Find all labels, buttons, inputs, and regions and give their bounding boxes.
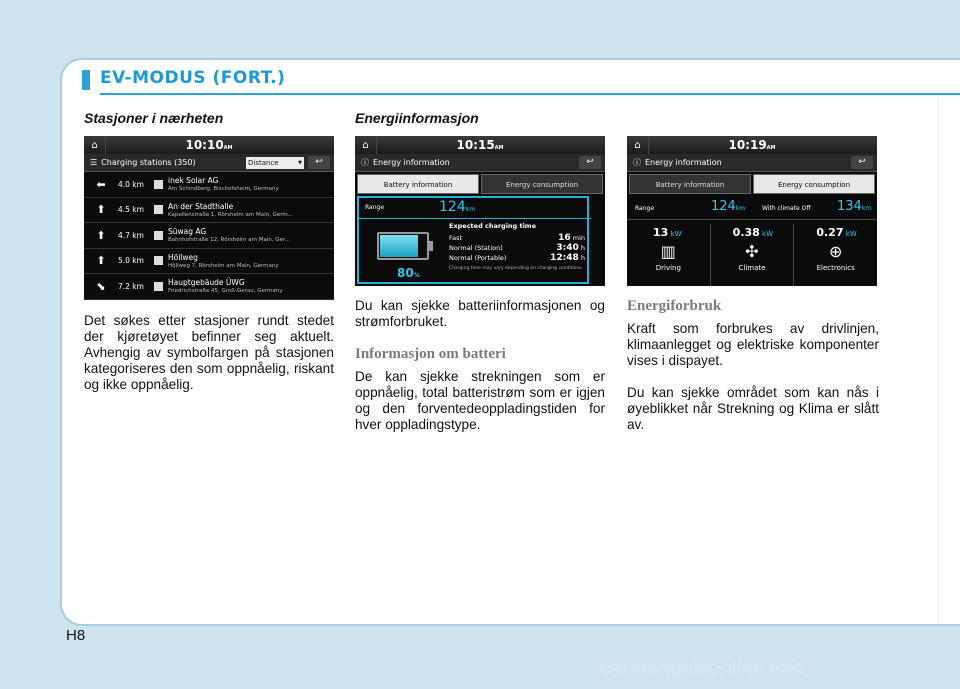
home-icon[interactable]: ⌂ — [355, 136, 377, 154]
tab-bar — [627, 172, 877, 194]
margin-rule — [938, 96, 939, 624]
clock: 10:10AM — [185, 138, 233, 152]
battery-panel — [357, 196, 589, 284]
station-distance: 5.0 km — [118, 256, 144, 266]
expected-charging-box — [449, 222, 585, 272]
station-row[interactable] — [84, 172, 334, 198]
charging-stations-screen — [84, 136, 334, 300]
screen-heading: ⓘ Energy information ↩ — [627, 154, 877, 172]
climate-off-label: With climate Off — [762, 205, 811, 212]
section-title: Stasjoner i nærheten — [84, 110, 224, 126]
subsection-title: Energiforbruk — [627, 298, 722, 314]
column-energy-consumption — [627, 136, 879, 433]
station-address: Höllweg 7, Rörsheim am Main, Germany — [168, 262, 279, 269]
station-name: inek Solar AG — [168, 176, 219, 186]
body-text: Du kan sjekke området som kan nås i øyeblikket når Strekning og Klima er slått av. — [627, 385, 879, 432]
tab-energy-consumption[interactable]: Energy consumption — [481, 174, 603, 194]
charger-icon — [154, 180, 163, 189]
climate-off-value: 134km — [837, 199, 872, 214]
station-info — [168, 202, 293, 218]
station-info — [168, 227, 290, 243]
portable-row: Normal (Portable) 12:48 h — [449, 253, 585, 263]
charging-note: Charging time may vary depending on charging conditions. — [449, 266, 584, 271]
back-button[interactable]: ↩ — [308, 156, 330, 169]
sort-dropdown[interactable]: Distance ▼ — [248, 159, 302, 167]
cell-electronics: 0.27 kW ⊕ Electronics — [794, 224, 877, 286]
body-text: Kraft som forbrukes av drivlinjen, klimaanlegget og elektriske komponenter vises i dispayet. — [627, 321, 879, 368]
fast-row: Fast 16 min — [449, 233, 585, 243]
cell-driving: 13 kW ▥ Driving — [627, 224, 711, 286]
consumption-cells — [627, 224, 877, 286]
clock: 10:19AM — [728, 138, 776, 152]
battery-terminal — [429, 241, 433, 251]
fan-icon: ✣ — [745, 242, 759, 261]
station-list — [84, 172, 334, 300]
panel-divider — [359, 218, 591, 219]
station-distance: 4.5 km — [118, 205, 144, 215]
cell-climate: 0.38 kW ✣ Climate — [711, 224, 795, 286]
battery-info-screen — [355, 136, 605, 286]
range-label: Range — [635, 205, 655, 212]
info-icon: ⓘ — [361, 158, 369, 167]
direction-arrow-icon: ⬆ — [96, 203, 106, 217]
station-row[interactable] — [84, 223, 334, 249]
screen-heading: ⓘ Energy information ↩ — [355, 154, 605, 172]
body-text: Du kan sjekke batteriinformasjonen og strømforbruket. — [355, 298, 605, 329]
column-energy-info — [355, 110, 605, 433]
range-label: Range — [365, 204, 385, 211]
back-button[interactable]: ↩ — [579, 156, 601, 169]
direction-arrow-icon: ⬆ — [96, 228, 106, 242]
range-value: 124km — [711, 199, 746, 214]
clock: 10:15AM — [456, 138, 504, 152]
station-address: Friedrichstraße 45, Groß-Gerau, Germany — [168, 288, 283, 295]
back-button[interactable]: ↩ — [851, 156, 873, 169]
range-row — [627, 196, 877, 220]
watermark: carmanualsonline.info — [600, 657, 805, 680]
charge-percent: 80% — [397, 266, 420, 280]
charger-icon — [154, 231, 163, 240]
header-title: EV-MODUS (FORT.) — [100, 68, 286, 88]
station-address: Am Schindberg, Bischofsheim, Germany — [168, 186, 279, 193]
status-bar — [355, 136, 605, 154]
station-address: Kapellenstraße 1, Rörsheim am Main, Germ... — [168, 211, 294, 218]
station-row[interactable] — [84, 198, 334, 224]
station-distance: 7.2 km — [118, 281, 144, 291]
home-icon[interactable]: ⌂ — [627, 136, 649, 154]
station-info — [168, 278, 283, 294]
info-icon: ⓘ — [633, 158, 641, 167]
subsection-title: Informasjon om batteri — [355, 346, 506, 362]
tab-bar — [355, 172, 605, 194]
tab-battery-information[interactable]: Battery information — [357, 174, 479, 194]
station-name: An der Stadthalle — [168, 201, 234, 211]
column-nearby-stations — [84, 110, 334, 393]
status-bar — [84, 136, 334, 154]
list-icon: ☰ — [90, 158, 98, 167]
section-title: Energiinformasjon — [355, 110, 479, 126]
station-row: Normal (Station) 3:40 h — [449, 243, 585, 253]
body-text: De kan sjekke strekningen som er oppnåelig, total batteristrøm som er igjen og den forventedeoppladingstiden for hver oppladingstype. — [355, 369, 605, 432]
station-distance: 4.7 km — [118, 230, 144, 240]
battery-fill — [380, 235, 418, 257]
chevron-down-icon: ▼ — [298, 160, 302, 166]
station-info — [168, 176, 279, 192]
status-bar — [627, 136, 877, 154]
screen-heading: ☰ Charging stations (350) Distance ▼ ↩ — [84, 154, 334, 172]
ect-title: Expected charging time — [449, 222, 536, 230]
station-distance: 4.0 km — [118, 179, 144, 189]
charger-icon — [154, 205, 163, 214]
station-name: Süwag AG — [168, 227, 207, 237]
direction-arrow-icon: ⬆ — [96, 254, 106, 268]
range-value: 124km — [439, 199, 476, 215]
station-row[interactable] — [84, 249, 334, 275]
battery-icon — [377, 232, 429, 260]
station-name: Höllweg — [168, 252, 198, 262]
electronics-icon: ⊕ — [828, 242, 843, 261]
direction-arrow-icon: ⬅ — [96, 177, 106, 191]
home-icon[interactable]: ⌂ — [84, 136, 106, 154]
station-name: Hauptgebäude ÜWG — [168, 278, 245, 288]
station-row[interactable] — [84, 274, 334, 300]
direction-arrow-icon: ⬊ — [96, 279, 106, 293]
motor-icon: ▥ — [660, 242, 676, 261]
body-text: Det søkes etter stasjoner rundt stedet der kjøretøyet befinner seg aktuelt. Avhengig av symbolfargen på stasjonen kategoriseres den som oppnåelig, riskant og ikke oppnåelig. — [84, 313, 334, 392]
page-number: H8 — [66, 627, 86, 644]
header-rule — [100, 93, 960, 95]
station-info — [168, 253, 279, 269]
tab-battery-information[interactable]: Battery information — [629, 174, 751, 194]
energy-consumption-screen — [627, 136, 877, 286]
charger-icon — [154, 256, 163, 265]
station-address: Bahnhofstraße 12, Rörsheim am Main, Ger... — [168, 237, 290, 244]
tab-energy-consumption[interactable]: Energy consumption — [753, 174, 875, 194]
header-accent-bar — [82, 70, 90, 90]
charger-icon — [154, 282, 163, 291]
